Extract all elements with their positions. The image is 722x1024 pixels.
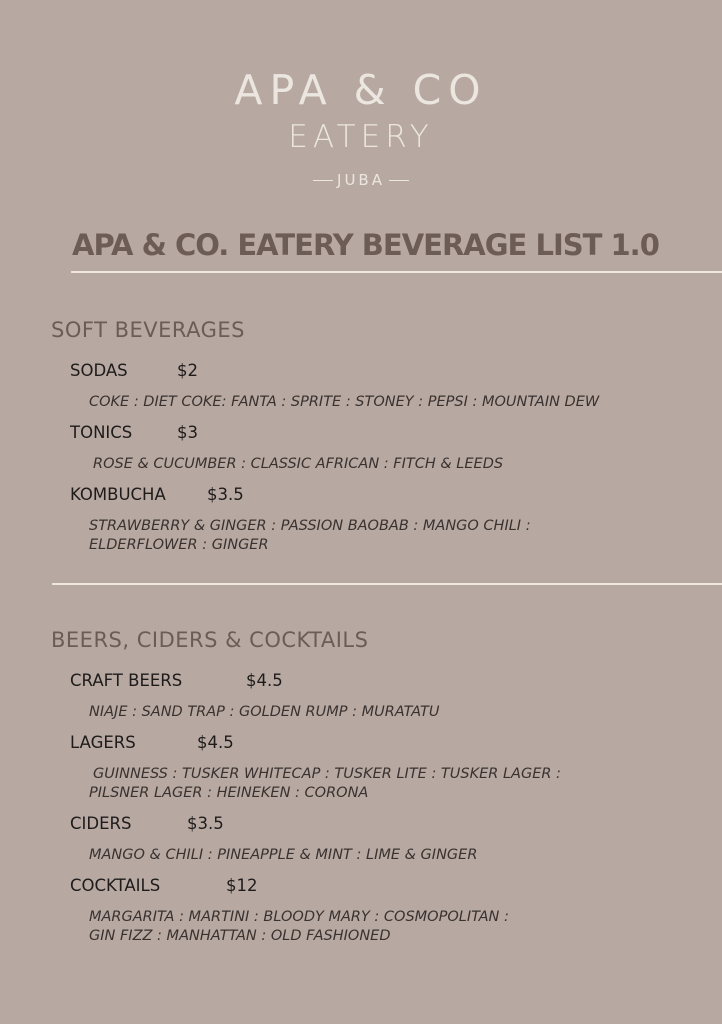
logo-subtitle: EATERY bbox=[288, 119, 434, 155]
section-divider bbox=[52, 583, 722, 585]
item-price: $12 bbox=[226, 876, 258, 895]
menu-item-lagers bbox=[70, 732, 234, 754]
menu-item-sodas bbox=[70, 360, 198, 382]
item-price: $3.5 bbox=[207, 485, 244, 504]
item-description: COKE : DIET COKE: FANTA : SPRITE : STONEY : PEPSI : MOUNTAIN DEW bbox=[89, 394, 600, 410]
item-name: TONICS bbox=[70, 423, 133, 442]
item-description: GIN FIZZ : MANHATTAN : OLD FASHIONED bbox=[89, 928, 391, 944]
menu-item-cocktails bbox=[70, 875, 258, 897]
item-name: CRAFT BEERS bbox=[70, 671, 183, 690]
item-description: ELDERFLOWER : GINGER bbox=[89, 537, 269, 553]
item-price: $3.5 bbox=[187, 814, 224, 833]
page-title: APA & CO. EATERY BEVERAGE LIST 1.0 bbox=[72, 228, 659, 262]
menu-item-craft-beers bbox=[70, 670, 283, 692]
item-name: SODAS bbox=[70, 361, 128, 380]
item-name: COCKTAILS bbox=[70, 876, 161, 895]
item-description: GUINNESS : TUSKER WHITECAP : TUSKER LITE : TUSKER LAGER : bbox=[93, 766, 561, 782]
logo-dash-left bbox=[313, 180, 333, 181]
item-description: STRAWBERRY & GINGER : PASSION BAOBAB : MANGO CHILI : bbox=[89, 518, 531, 534]
item-price: $3 bbox=[177, 423, 198, 442]
item-name: CIDERS bbox=[70, 814, 132, 833]
logo-location-text: JUBA bbox=[337, 171, 385, 189]
item-description: ROSE & CUCUMBER : CLASSIC AFRICAN : FITCH & LEEDS bbox=[93, 456, 504, 472]
menu-item-ciders bbox=[70, 813, 224, 835]
menu-item-kombucha bbox=[70, 484, 244, 506]
section-heading-soft-beverages: SOFT BEVERAGES bbox=[51, 318, 245, 342]
menu-item-tonics bbox=[70, 422, 198, 444]
item-description: MARGARITA : MARTINI : BLOODY MARY : COSMOPOLITAN : bbox=[89, 909, 509, 925]
item-description: PILSNER LAGER : HEINEKEN : CORONA bbox=[89, 785, 369, 801]
logo-brand: APA & CO bbox=[234, 66, 488, 114]
item-description: MANGO & CHILI : PINEAPPLE & MINT : LIME & GINGER bbox=[89, 847, 478, 863]
item-price: $4.5 bbox=[246, 671, 283, 690]
item-price: $4.5 bbox=[197, 733, 234, 752]
section-heading-beers-ciders-cocktails: BEERS, CIDERS & COCKTAILS bbox=[51, 628, 369, 652]
item-name: LAGERS bbox=[70, 733, 136, 752]
logo-location bbox=[0, 170, 722, 190]
logo-dash-right bbox=[389, 180, 409, 181]
item-name: KOMBUCHA bbox=[70, 485, 166, 504]
item-price: $2 bbox=[177, 361, 198, 380]
item-description: NIAJE : SAND TRAP : GOLDEN RUMP : MURATATU bbox=[89, 704, 440, 720]
title-divider bbox=[71, 271, 722, 273]
